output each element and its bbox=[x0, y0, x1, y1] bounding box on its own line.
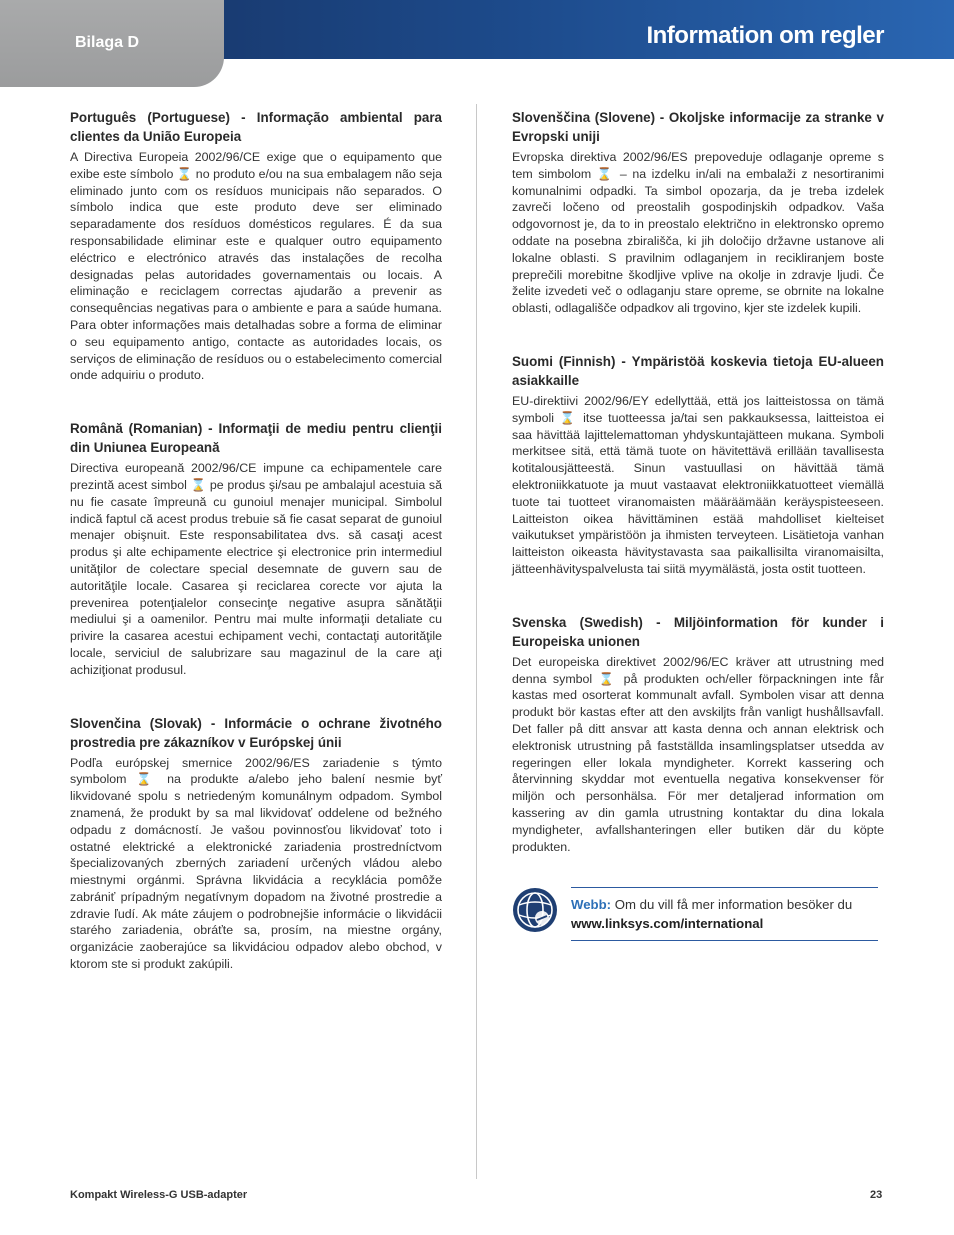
web-note bbox=[512, 887, 884, 947]
section-romanian bbox=[70, 419, 442, 678]
section-body: A Directiva Europeia 2002/96/CE exige que o equipamento que exibe este símbolo ⌛ no produto e/ou na sua embalagem não seja eliminado junto com os resíduos municipais não separados. O símbolo indica que este produto deve ser eliminado separadamente dos resíduos domésticos regulares. É da sua responsabilidade eliminar este e qualquer outro equipamento eléctrico e electrónico através das instalações de recolha designadas pelas autoridades governamentais ou locais. A eliminação e reciclagem correctas ajudarão a prevenir as consequências negativas para o ambiente e para a saúde humana. Para obter informações mais detalhadas sobre a forma de eliminar o seu equipamento antigo, contacte as autoridades locais, os serviços de eliminação de resíduos ou o estabelecimento comercial onde adquiriu o produto. bbox=[70, 150, 442, 383]
section-portuguese bbox=[70, 108, 442, 384]
section-body: Evropska direktiva 2002/96/ES prepoveduje odlaganje opreme s tem simbolom ⌛ – na izdelku in/ali na embalaži z nesortiranimi komunalnimi odpadki. Ta simbol opozarja, da je treba izdelek zavreči ločeno od preostalih gospodinjskih odpadkov. Vaša odgovornost je, da to in preostalo električno in elektronsko opremo oddate na posebna zbirališča, ki jih določijo državne ustanove ali lokalne oblasti. S pravilnim odlaganjem in recikliranjem boste preprečili morebitne škodljive vplive na okolje in zdravje ljudi. Če želite izvedeti več o odlaganju stare opreme, se obrnite na lokalne oblasti, odlagališče odpadkov ali trgovino, kjer ste izdelek kupili. bbox=[512, 150, 884, 316]
section-finnish bbox=[512, 352, 884, 578]
column-divider bbox=[476, 104, 477, 1179]
left-column bbox=[70, 108, 442, 1008]
chapter-label: Bilaga D bbox=[75, 34, 140, 51]
section-heading: Svenska (Swedish) - Miljöinformation för kunder i Europeiska unionen bbox=[512, 614, 884, 649]
globe-icon bbox=[512, 887, 558, 933]
web-label: Webb: bbox=[571, 897, 612, 913]
web-link[interactable]: www.linksys.com/international bbox=[571, 916, 764, 932]
section-slovak bbox=[70, 714, 442, 973]
section-heading: Slovenčina (Slovak) - Informácie o ochrane životného prostredia pre zákazníkov v Európskej únii bbox=[70, 715, 442, 750]
footer-product-name: Kompakt Wireless-G USB-adapter bbox=[70, 1189, 248, 1201]
section-body: EU-direktiivi 2002/96/EY edellyttää, että jos laitteistossa on tämä symboli ⌛ itse tuotteessa ja/tai sen pakkauksessa, laitteistoa ei saa hävittää lajittelemattoman yhdyskuntajätteen mukana. Symboli merkitsee sitä, että tämä tuote on hävitettävä erillään tavallisesta kotitalousjätteestä. Sinun vastuullasi on hävittää tämä elektroniikkatuote ja muut vastaavat elektroniikkatuotteet viemällä tuote tai tuotteet viranomaisten määräämään keräyspisteeseen. Laitteiston oikea hävittäminen estää mahdolliset kielteiset vaikutukset ympäristöön ja ihmisten terveyteen. Lisätietoja vanhan laitteiston oikeasta hävitystavasta saa paikallisilta viranomaisilta, jätteenhävityspalvelusta tai siitä myymälästä, josta ostit tuotteen. bbox=[512, 393, 884, 576]
web-note-box bbox=[571, 887, 878, 941]
section-slovene bbox=[512, 108, 884, 317]
section-body: Podľa európskej smernice 2002/96/ES zariadenie s týmto symbolom ⌛ na produkte a/alebo jeho balení nesmie byť likvidované spolu s netriedeným komunálnym odpadom. Symbol znamená, že produkt by sa mal likvidovať oddelene od bežného odpadu z domácností. Je vašou povinnosťou likvidovať toto i ostatné elektrické a elektronické zariadenia prostredníctvom špecializovaných zberných zariadení určených vládou alebo miestnymi orgánmi. Správna likvidácia a recyklácia pomôže zabrániť prípadným negatívnym dopadom na životné prostredie a zdravie ľudí. Ak máte záujem o podrobnejšie informácie o likvidácii starého zariadenia, obráťte sa, prosím, na miestne orgány, organizácie zaoberajúce sa likvidáciou odpadov alebo obchod, v ktorom ste si produkt zakúpili. bbox=[70, 755, 442, 972]
section-body: Directiva europeană 2002/96/CE impune ca echipamentele care prezintă acest simbol ⌛ pe produs şi/sau pe ambalajul acestuia să nu fie casate împreună cu gunoiul menajer municipal. Simbolul indică faptul că acest produs trebuie să fie casat separat de gunoiul menajer obişnuit. Este responsabilitatea dvs. să casaţi acest produs şi alte echipamente electrice şi electronice prin intermediul unităţilor de colectare special desemnate de guvern sau de autorităţile locale. Casarea şi reciclarea corecte vor ajuta la prevenirea potenţialelor consecinţe negative asupra sănătăţii mediului şi a oamenilor. Pentru mai multe informaţii detaliate cu privire la casarea acestui echipament vechi, contactaţi autorităţile locale, serviciul de salubrizare sau magazinul de la care aţi achiziţionat produsul. bbox=[70, 461, 442, 677]
section-heading: Português (Portuguese) - Informação ambiental para clientes da União Europeia bbox=[70, 110, 442, 144]
section-heading: Română (Romanian) - Informaţii de mediu pentru clienţii din Uniunea Europeană bbox=[70, 421, 442, 456]
section-body: Det europeiska direktivet 2002/96/EC kräver att utrustning med denna symbol ⌛ på produkten och/eller förpackningen inte får kastas med osorterat kommunalt avfall. Symbolen visar att denna produkt bör kastas efter att den avskiljts från vanligt hushållsavfall. Det faller på ditt ansvar att kasta denna och annan elektrisk och elektronisk utrustning på fastställda insamlingsplatser utsedda av regeringen eller lokala myndigheter. Korrekt kassering och återvinning skyddar mot eventuella negativa konsekvenser för miljön och personhälsa. För mer detaljerad information om kassering av din gamla utrustning kontaktar du dina lokala myndigheter, avfallshanteringen eller butiken där du köpte produkten. bbox=[512, 654, 884, 854]
section-heading: Suomi (Finnish) - Ympäristöä koskevia tietoja EU-alueen asiakkaille bbox=[512, 353, 884, 388]
chapter-tab bbox=[0, 0, 224, 87]
page-title: Information om regler bbox=[646, 22, 884, 49]
section-swedish bbox=[512, 613, 884, 856]
right-column bbox=[512, 108, 884, 947]
web-text: Om du vill få mer information besöker du bbox=[611, 897, 853, 913]
section-heading: Slovenščina (Slovene) - Okoljske informacije za stranke v Evropski uniji bbox=[512, 110, 884, 144]
footer-page-number: 23 bbox=[870, 1189, 883, 1201]
